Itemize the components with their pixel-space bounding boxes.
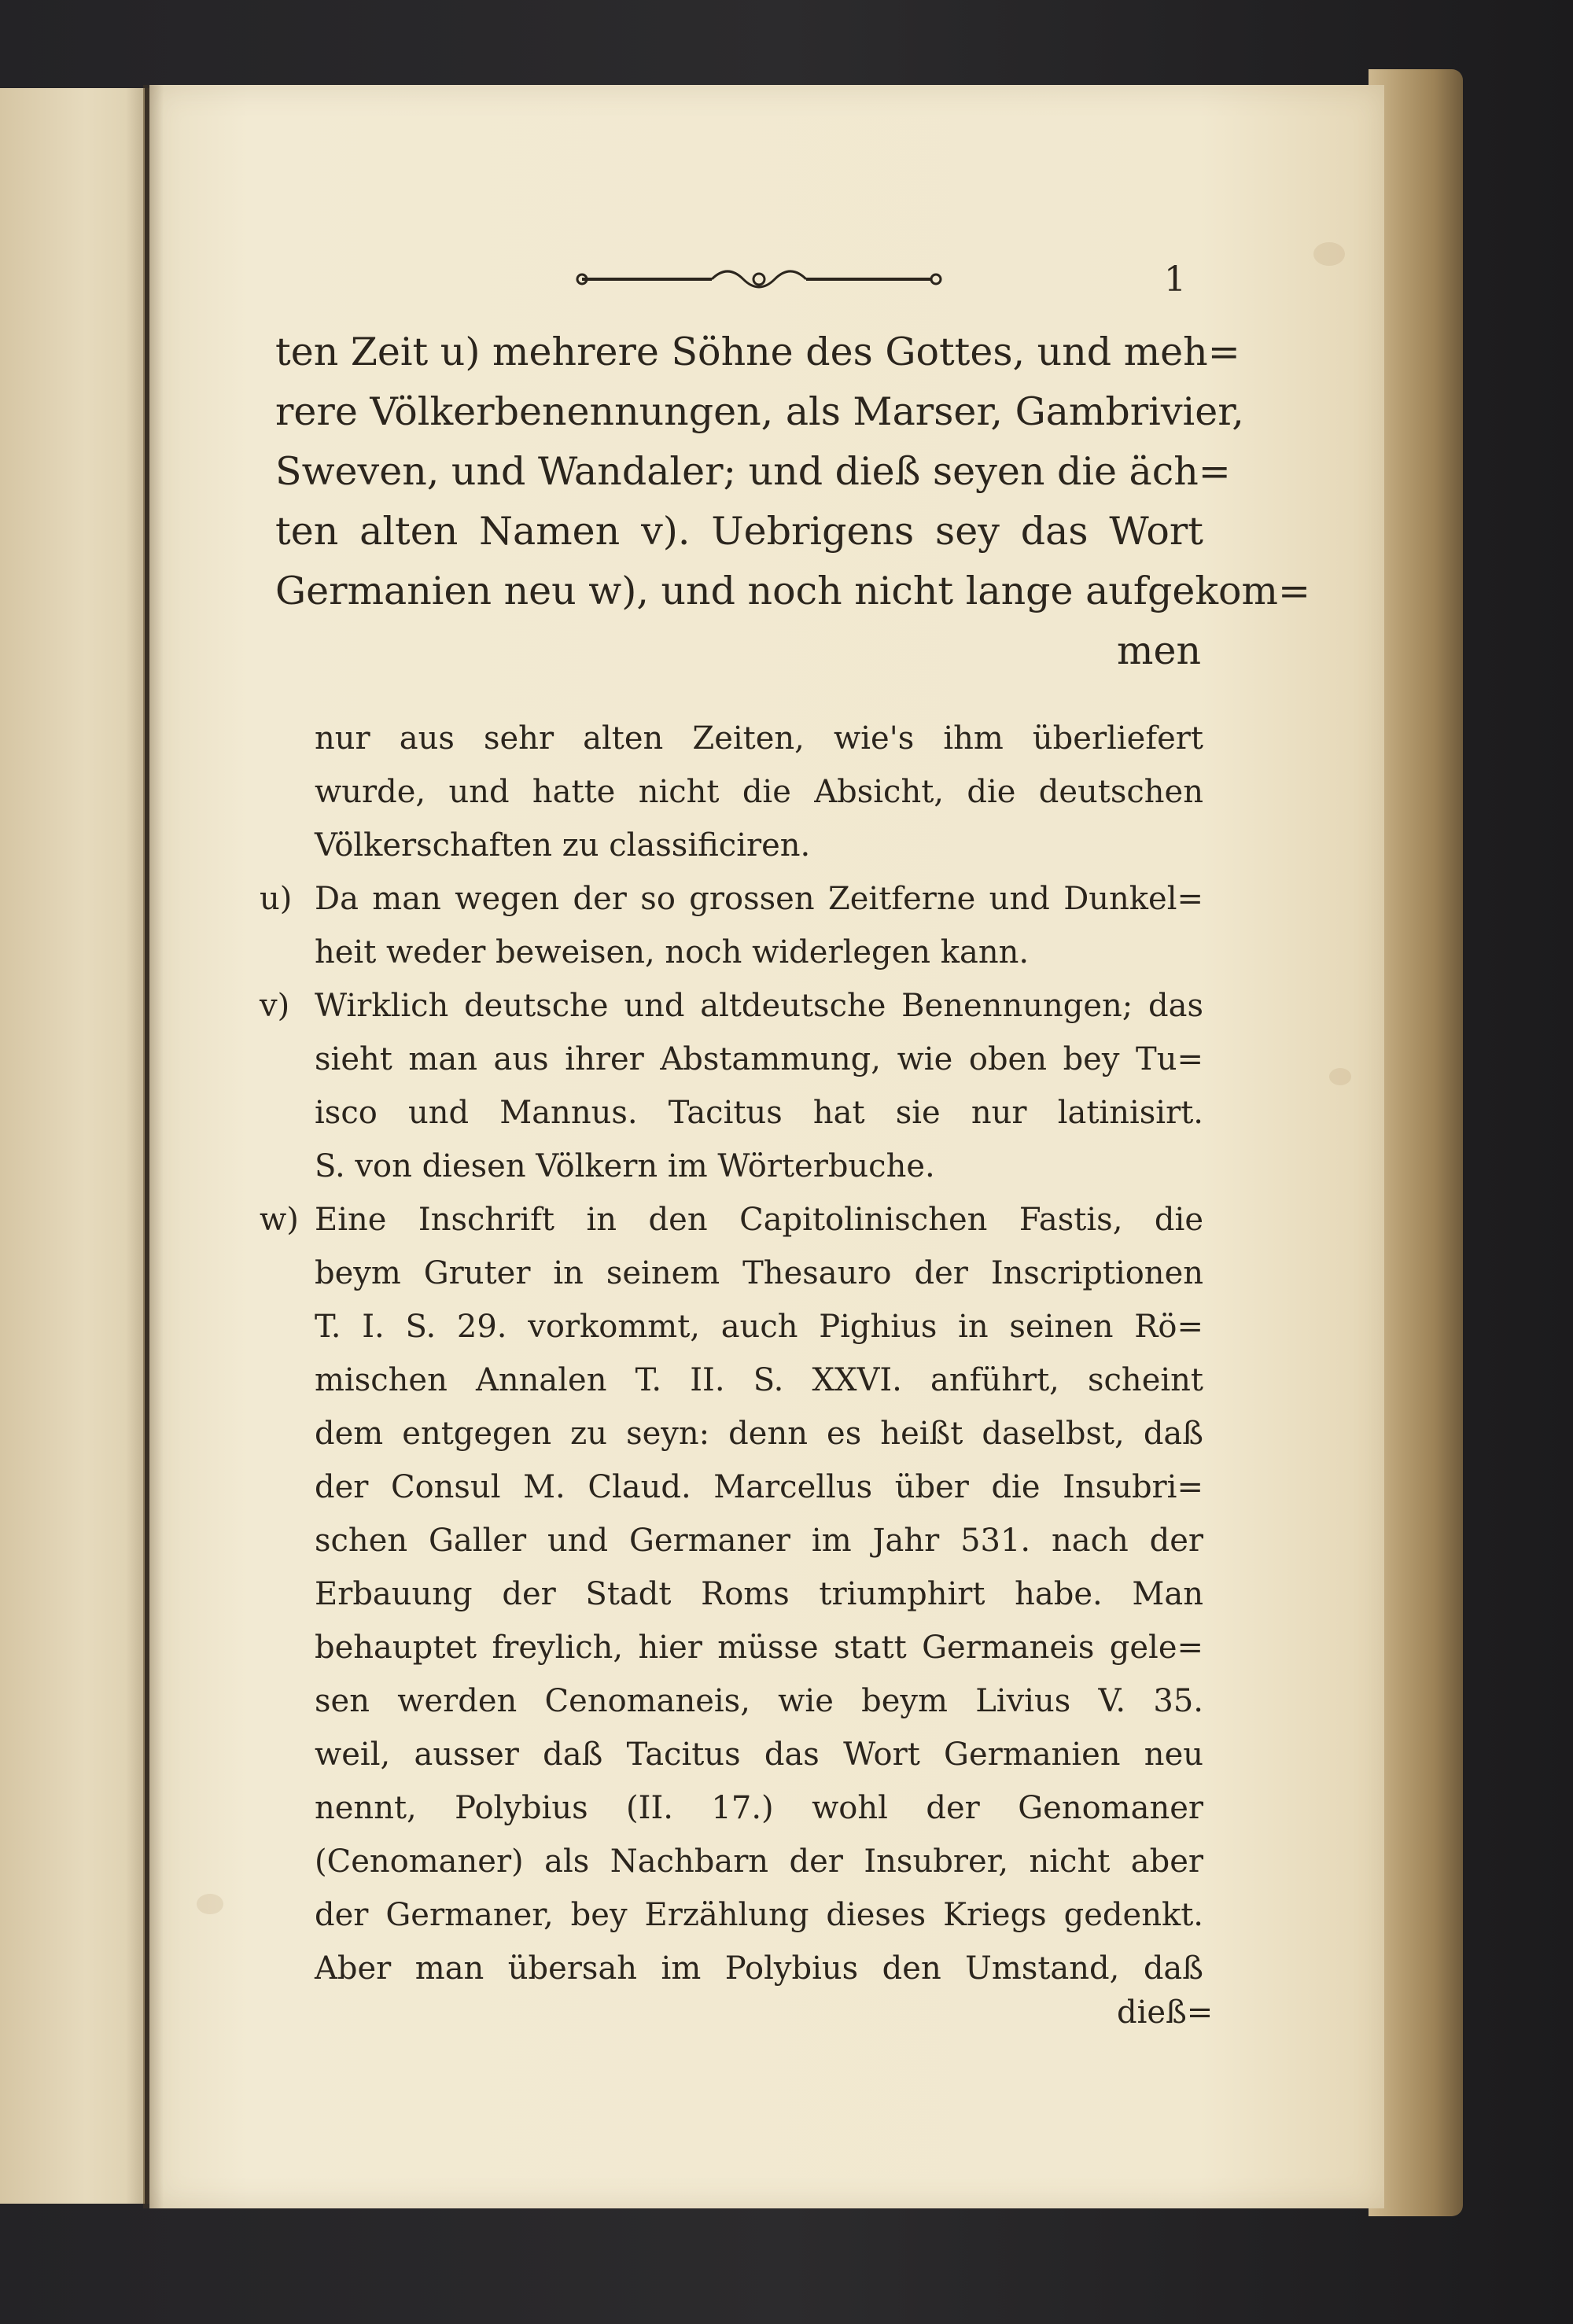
footnote-line: der Germaner, bey Erzählung dieses Kriegs gedenkt. bbox=[315, 1897, 1203, 1933]
footnote-line: heit weder beweisen, noch widerlegen kann. bbox=[315, 934, 1030, 970]
footnote-u bbox=[260, 872, 1203, 979]
footnote-line: sieht man aus ihrer Abstammung, wie oben bey Tu= bbox=[315, 1041, 1203, 1077]
footnote-line: dem entgegen zu seyn: denn es heißt daselbst, daß bbox=[315, 1416, 1203, 1452]
footnote-line: sen werden Cenomaneis, wie beym Livius V. 35. bbox=[315, 1683, 1203, 1719]
footnote-line: S. von diesen Völkern im Wörterbuche. bbox=[315, 1148, 935, 1184]
footnote-line: der Consul M. Claud. Marcellus über die Insubri= bbox=[315, 1469, 1203, 1505]
main-text-line: Sweven, und Wandaler; und dieß seyen die äch= bbox=[275, 449, 1231, 494]
footnote-line: mischen Annalen T. II. S. XXVI. anführt, scheint bbox=[315, 1362, 1203, 1398]
footnote-line: schen Galler und Germaner im Jahr 531. nach der bbox=[315, 1523, 1203, 1559]
footnote-marker: w) bbox=[260, 1202, 299, 1238]
main-text-block bbox=[275, 322, 1311, 621]
footnote-marker: v) bbox=[260, 988, 290, 1024]
main-catchword: men bbox=[1117, 628, 1202, 673]
left-page-edge bbox=[0, 88, 145, 2204]
footnote-line: nennt, Polybius (II. 17.) wohl der Genomaner bbox=[315, 1790, 1203, 1826]
page-header bbox=[551, 260, 1243, 307]
footnote-line: weil, ausser daß Tacitus das Wort Germanien neu bbox=[315, 1737, 1203, 1773]
footnote-w bbox=[260, 1193, 1203, 1995]
footnote-continuation bbox=[315, 712, 1203, 872]
footnote-line: isco und Mannus. Tacitus hat sie nur latinisirt. bbox=[315, 1095, 1203, 1131]
footnote-line: Erbauung der Stadt Roms triumphirt habe. Man bbox=[315, 1576, 1203, 1612]
decorative-rule-ornament bbox=[574, 260, 944, 299]
foxing-spot bbox=[1313, 242, 1345, 266]
page-number: 1 bbox=[1164, 260, 1186, 300]
footnote-line: (Cenomaner) als Nachbarn der Insubrer, nicht aber bbox=[315, 1843, 1203, 1880]
footnote-line: nur aus sehr alten Zeiten, wie's ihm überliefert bbox=[315, 720, 1203, 757]
footnote-line: beym Gruter in seinem Thesauro der Inscriptionen bbox=[315, 1255, 1203, 1291]
footnote-line: T. I. S. 29. vorkommt, auch Pighius in seinen Rö= bbox=[315, 1309, 1203, 1345]
main-text-line: Germanien neu w), und noch nicht lange aufgekom= bbox=[275, 569, 1311, 613]
footnote-catchword: dieß= bbox=[1117, 1994, 1214, 2031]
footnote-line: Da man wegen der so grossen Zeitferne und Dunkel= bbox=[315, 881, 1203, 917]
main-text-line: ten Zeit u) mehrere Söhne des Gottes, und meh= bbox=[275, 330, 1240, 374]
footnote-line: Aber man übersah im Polybius den Umstand, daß bbox=[315, 1950, 1203, 1987]
footnote-line: Eine Inschrift in den Capitolinischen Fastis, die bbox=[315, 1202, 1203, 1238]
foxing-spot bbox=[1329, 1068, 1351, 1085]
page-gutter-shadow bbox=[143, 85, 164, 2208]
foxing-spot bbox=[197, 1894, 223, 1914]
main-text-line: rere Völkerbenennungen, als Marser, Gambrivier, bbox=[275, 389, 1244, 434]
footnote-v bbox=[260, 979, 1203, 1193]
footnote-line: Wirklich deutsche und altdeutsche Benennungen; das bbox=[315, 988, 1203, 1024]
main-text-line: ten alten Namen v). Uebrigens sey das Wort bbox=[275, 509, 1203, 554]
footnote-line: behauptet freylich, hier müsse statt Germaneis gele= bbox=[315, 1630, 1203, 1666]
footnote-marker: u) bbox=[260, 881, 293, 917]
footnote-line: Völkerschaften zu classificiren. bbox=[315, 827, 811, 864]
footnote-line: wurde, und hatte nicht die Absicht, die deutschen bbox=[315, 774, 1203, 810]
footnotes-block bbox=[260, 712, 1203, 1995]
